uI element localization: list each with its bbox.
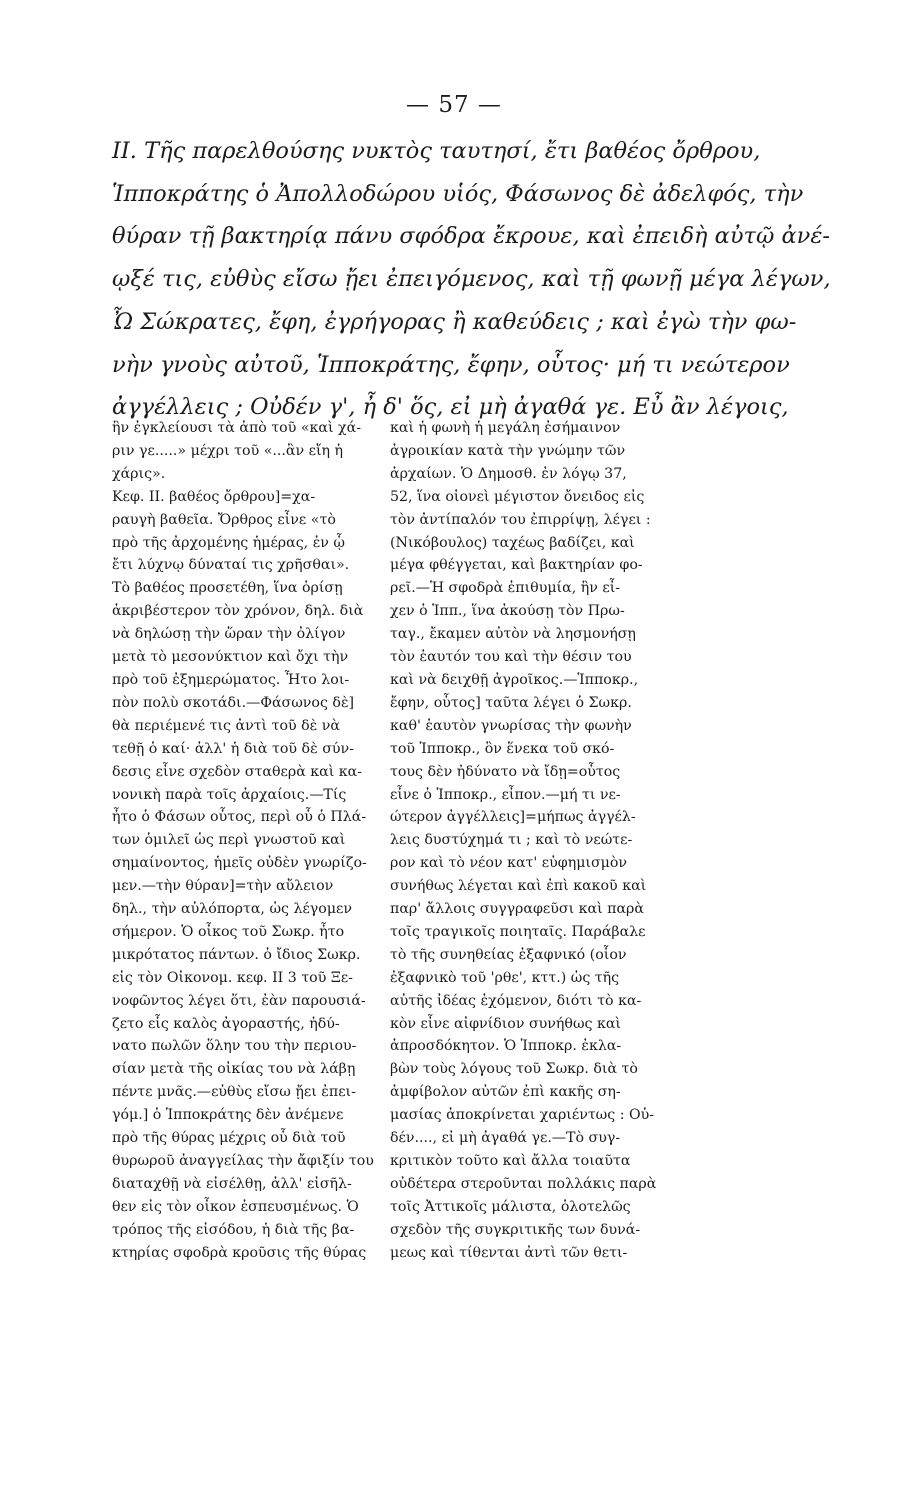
commentary-line: τὸν ἑαυτόν του καὶ τὴν θέσιν του <box>390 649 632 666</box>
commentary-line: αὐτῆς ἰδέας ἐχόμενον, διότι τὸ κα- <box>390 992 642 1009</box>
commentary-line: ἣν ἐγκλείουσι τὰ ἀπὸ τοῦ «καὶ χά- <box>112 420 362 436</box>
commentary-line: μικρότατος πάντων. ὁ ἴδιος Σωκρ. <box>112 946 361 963</box>
page-number: — 57 — <box>406 92 502 118</box>
commentary-line: ταγ., ἔκαμεν αὐτὸν νὰ λησμονήσῃ <box>390 626 636 643</box>
commentary-line: τους δὲν ἠδύνατο νὰ ἴδῃ=οὗτος <box>390 763 621 780</box>
commentary-line: νοφῶντος λέγει ὅτι, ἐὰν παρουσιά- <box>112 992 366 1009</box>
main-text-line: ῳξέ τις, εὐθὺς εἴσω ᾔει ἐπειγόμενος, καὶ τῇ φωνῇ μέγα λέγων, <box>112 266 831 293</box>
commentary-line: οὐδέτερα στεροῦνται πολλάκις παρὰ <box>390 1175 657 1192</box>
commentary-line: εἰς τὸν Οἰκονομ. κεφ. ΙΙ 3 τοῦ Ξε- <box>112 969 353 986</box>
commentary-line: Κεφ. ΙΙ. βαθέος ὄρθρου]=χα- <box>112 488 316 505</box>
commentary-line: καὶ ἡ φωνὴ ἡ μεγάλη ἐσήμαινον <box>390 420 621 436</box>
commentary-line: σημαίνοντος, ἡμεῖς οὐδὲν γνωρίζο- <box>112 855 367 872</box>
commentary-line: ἀκριβέστερον τὸν χρόνον, δηλ. διὰ <box>112 603 364 620</box>
commentary-line: ρεῖ.—Ἡ σφοδρὰ ἐπιθυμία, ἣν εἶ- <box>390 580 621 597</box>
commentary-line: ἀγροικίαν κατὰ τὴν γνώμην τῶν <box>390 442 626 459</box>
commentary-line: ἔτι λύχνῳ δύναταί τις χρῆσθαι». <box>112 557 350 574</box>
commentary-line: κτηρίας σφοδρὰ κροῦσις τῆς θύρας <box>112 1244 367 1261</box>
commentary-line: μετὰ τὸ μεσονύκτιον καὶ ὄχι τὴν <box>112 649 349 666</box>
commentary-line: πρὸ τῆς ἀρχομένης ἡμέρας, ἐν ᾧ <box>112 534 346 551</box>
commentary-line: ρον καὶ τὸ νέον κατ' εὐφημισμὸν <box>390 855 628 872</box>
commentary-line: γόμ.] ὁ Ἱπποκράτης δὲν ἀνέμενε <box>112 1107 344 1124</box>
commentary-line: ἀπροσδόκητον. Ὁ Ἱπποκρ. ἐκλα- <box>390 1038 622 1055</box>
commentary-line: τὸν ἀντίπαλόν του ἐπιρρίψῃ, λέγει : <box>390 511 651 528</box>
commentary-line: πρὸ τοῦ ἐξημερώματος. Ἦτο λοι- <box>112 671 350 688</box>
main-text-line: θύραν τῇ βακτηρίᾳ πάνυ σφόδρα ἔκρουε, καὶ ἐπειδὴ αὐτῷ ἀνέ- <box>112 223 830 250</box>
commentary-right-column <box>390 417 752 1265</box>
commentary-line: δηλ., τὴν αὐλόπορτα, ὡς λέγομεν <box>112 901 353 918</box>
commentary-line: κὸν εἶνε αἰφνίδιον συνήθως καὶ <box>390 1015 621 1032</box>
commentary-line: εἶνε ὁ Ἱπποκρ., εἶπον.—μή τι νε- <box>390 786 621 803</box>
commentary-line: σίαν μετὰ τῆς οἰκίας του νὰ λάβῃ <box>112 1061 356 1078</box>
commentary-line: τεθῇ ὁ καί· ἀλλ' ἡ διὰ τοῦ δὲ σύν- <box>112 740 354 757</box>
commentary-line: μέγα φθέγγεται, καὶ βακτηρίαν φο- <box>390 557 643 574</box>
main-text <box>112 130 831 429</box>
commentary-line: νὰ δηλώσῃ τὴν ὥραν τὴν ὀλίγον <box>112 626 346 643</box>
commentary-line: χάρις». <box>112 465 166 482</box>
commentary-line: χεν ὁ Ἱππ., ἵνα ἀκούσῃ τὸν Πρω- <box>390 603 625 620</box>
commentary-line: τοῖς Ἀττικοῖς μάλιστα, ὁλοτελῶς <box>390 1198 631 1215</box>
commentary-line: δέν...., εἰ μὴ ἀγαθά γε.—Τὸ συγ- <box>390 1130 621 1147</box>
commentary-line: ζετο εἷς καλὸς ἀγοραστής, ἠδύ- <box>112 1015 340 1032</box>
commentary-line: μασίας ἀποκρίνεται χαριέντως : Οὐ- <box>390 1107 655 1124</box>
commentary-line: πὸν πολὺ σκοτάδι.—Φάσωνος δὲ] <box>112 694 355 711</box>
commentary-line: τοῦ Ἱπποκρ., ὃν ἕνεκα τοῦ σκό- <box>390 740 615 757</box>
commentary-line: ραυγὴ βαθεῖα. Ὄρθρος εἶνε «τὸ <box>112 511 336 528</box>
main-text-line: ἀγγέλλεις ; Οὐδέν γ', ἦ δ' ὅς, εἰ μὴ ἀγαθά γε. Εὖ ἂν λέγοις, <box>112 394 789 421</box>
commentary-line: πέντε μνᾶς.—εὐθὺς εἴσω ᾔει ἐπει- <box>112 1084 356 1101</box>
commentary-line: ἐξαφνικὸ τοῦ 'ρθε', κττ.) ὡς τῆς <box>390 969 620 986</box>
commentary-line: τὸ τῆς συνηθείας ἐξαφνικό (οἷον <box>390 946 627 963</box>
commentary-line: ἀμφίβολον αὐτῶν ἐπὶ κακῆς ση- <box>390 1084 621 1101</box>
commentary-line: καὶ νὰ δειχθῇ ἀγροῖκος.—Ἱπποκρ., <box>390 671 639 688</box>
commentary-line: λεις δυστύχημά τι ; καὶ τὸ νεώτε- <box>390 832 633 849</box>
commentary-line: καθ' ἑαυτὸν γνωρίσας τὴν φωνὴν <box>390 717 632 734</box>
commentary-line: σχεδὸν τῆς συγκριτικῆς των δυνά- <box>390 1221 641 1238</box>
commentary-line: ἔφην, οὗτος] ταῦτα λέγει ὁ Σωκρ. <box>390 694 632 711</box>
commentary-line: 52, ἵνα οἱονεὶ μέγιστον ὄνειδος εἰς <box>390 488 645 505</box>
commentary-line: Τὸ βαθέος προσετέθη, ἵνα ὁρίσῃ <box>112 580 343 597</box>
commentary-line: θεν εἰς τὸν οἶκον ἐσπευσμένως. Ὁ <box>112 1198 359 1215</box>
commentary-line: δεσις εἶνε σχεδὸν σταθερὰ καὶ κα- <box>112 763 363 780</box>
commentary-line: συνήθως λέγεται καὶ ἐπὶ κακοῦ καὶ <box>390 878 647 895</box>
commentary-line: θὰ περιέμενέ τις ἀντὶ τοῦ δὲ νὰ <box>112 717 341 734</box>
commentary-line: ριν γε.....» μέχρι τοῦ «...ἂν εἴη ἡ <box>112 442 344 459</box>
commentary-line: νατο πωλῶν ὅλην του τὴν περιου- <box>112 1038 357 1055</box>
main-text-line: Ὦ Σώκρατες, ἔφη, ἐγρήγορας ἢ καθεύδεις ; καὶ ἐγὼ τὴν φω- <box>112 308 797 335</box>
commentary-line: (Νικόβουλος) ταχέως βαδίζει, καὶ <box>390 534 635 551</box>
commentary-line: ώτερον ἀγγέλλεις]=μήπως ἀγγέλ- <box>390 809 636 826</box>
commentary-line: παρ' ἄλλοις συγγραφεῦσι καὶ παρὰ <box>390 901 644 918</box>
commentary-line: πρὸ τῆς θύρας μέχρις οὗ διὰ τοῦ <box>112 1130 346 1147</box>
commentary-line: ἀρχαίων. Ὁ Δημοσθ. ἐν λόγῳ 37, <box>390 465 627 482</box>
commentary-line: μεως καὶ τίθενται ἀντὶ τῶν θετι- <box>390 1244 628 1261</box>
commentary-line: των ὁμιλεῖ ὡς περὶ γνωστοῦ καὶ <box>112 832 346 849</box>
commentary-line: ἦτο ὁ Φάσων οὗτος, περὶ οὗ ὁ Πλά- <box>112 809 367 826</box>
commentary-line: κριτικὸν τοῦτο καὶ ἄλλα τοιαῦτα <box>390 1153 631 1169</box>
commentary-line: θυρωροῦ ἀναγγείλας τὴν ἄφιξίν του <box>112 1153 374 1169</box>
commentary-line: διαταχθῇ νὰ εἰσέλθῃ, ἀλλ' εἰσῆλ- <box>112 1175 352 1192</box>
commentary-line: σήμερον. Ὁ οἶκος τοῦ Σωκρ. ἦτο <box>112 923 345 940</box>
commentary-line: μεν.—τὴν θύραν]=τὴν αὔλειον <box>112 878 334 895</box>
commentary-line: τοῖς τραγικοῖς ποιηταῖς. Παράβαλε <box>390 923 646 940</box>
main-text-line: Ἱπποκράτης ὁ Ἀπολλοδώρου υἱός, Φάσωνος δὲ ἀδελφός, τὴν <box>112 180 804 207</box>
commentary-line: τρόπος τῆς εἰσόδου, ἡ διὰ τῆς βα- <box>112 1221 355 1238</box>
main-text-line: νὴν γνοὺς αὐτοῦ, Ἱπποκράτης, ἔφην, οὗτος· μή τι νεώτερον <box>112 351 790 378</box>
commentary-line: νονικὴ παρὰ τοῖς ἀρχαίοις.—Τίς <box>112 786 347 803</box>
commentary-line: βὼν τοὺς λόγους τοῦ Σωκρ. διὰ τὸ <box>390 1061 638 1078</box>
main-text-line: II. Τῆς παρελθούσης νυκτὸς ταυτησί, ἔτι βαθέος ὄρθρου, <box>112 138 761 164</box>
